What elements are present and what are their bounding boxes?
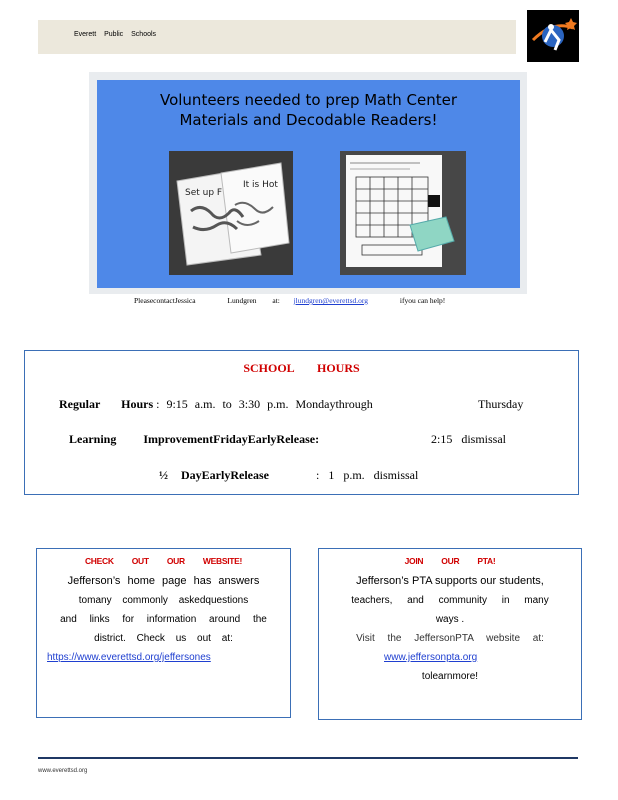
photo1-caption-a: Set up F [185,188,223,198]
contact-prefix: PleasecontactJessica [134,296,196,305]
pta-line2: teachers, and community in many [351,595,549,606]
contact-at: at: [272,296,280,305]
contact-name: Lundgren [227,296,257,305]
regular-hours-value: : 9:15 a.m. to 3:30 p.m. Mondaythrough [156,397,373,411]
school-hours-title: SCHOOL HOURS [243,361,360,375]
pta-line1: Jefferson’s PTA supports our students, [356,575,544,587]
logo-icon [527,10,579,62]
volunteer-banner [97,80,520,288]
math-grid-image [340,151,466,275]
website-link[interactable]: https://www.everettsd.org/jeffersones [47,652,211,663]
photo1-caption-b: It is Hot [243,180,278,190]
pta-line3: ways . [435,614,465,625]
school-hours-box [24,350,579,495]
pta-link[interactable]: www.jeffersonpta.org [384,652,478,663]
half-day-label [159,468,269,483]
banner-title-line1: Volunteers needed to prep Math Center [159,91,458,109]
lif-value: 2:15 dismissal [431,432,507,446]
decodable-readers-photo [169,151,293,275]
website-line3: and links for information around the [60,614,267,625]
website-line4: district. Check us out at: [94,633,233,644]
lif-label-text: Learning ImprovementFridayEarlyRelease: [69,432,320,446]
regular-hours-row [59,397,373,412]
pta-card-title: JOIN OUR PTA! [404,556,496,566]
website-card [36,548,291,718]
footer-rule [38,757,578,759]
banner-title-line2: Materials and Decodable Readers! [179,111,438,129]
org-name: Everett Public Schools [74,31,157,38]
footer-site: www.everettsd.org [38,768,88,774]
pta-line4: Visit the JeffersonPTA website at: [356,633,544,644]
pta-line5: tolearnmore! [421,671,479,682]
contact-line [134,296,445,305]
readers-image [169,151,293,275]
half-day-label-text: ½ DayEarlyRelease [159,468,269,482]
website-card-title: CHECK OUT OUR WEBSITE! [84,556,243,566]
contact-suffix: ifyou can help! [399,296,446,305]
pta-card [318,548,582,720]
contact-email-link[interactable]: jlundgren@everettsd.org [293,296,369,305]
banner-title [97,90,520,130]
website-line2: tomany commonly askedquestions [78,595,249,606]
regular-hours-day: Thursday [478,397,524,411]
half-day-value: : 1 p.m. dismissal [316,468,419,482]
website-line1: Jefferson’s home page has answers [67,575,260,587]
school-logo [527,10,579,62]
lif-label [69,432,319,447]
regular-hours-label: Regular Hours [59,397,154,411]
math-center-photo [340,151,466,275]
